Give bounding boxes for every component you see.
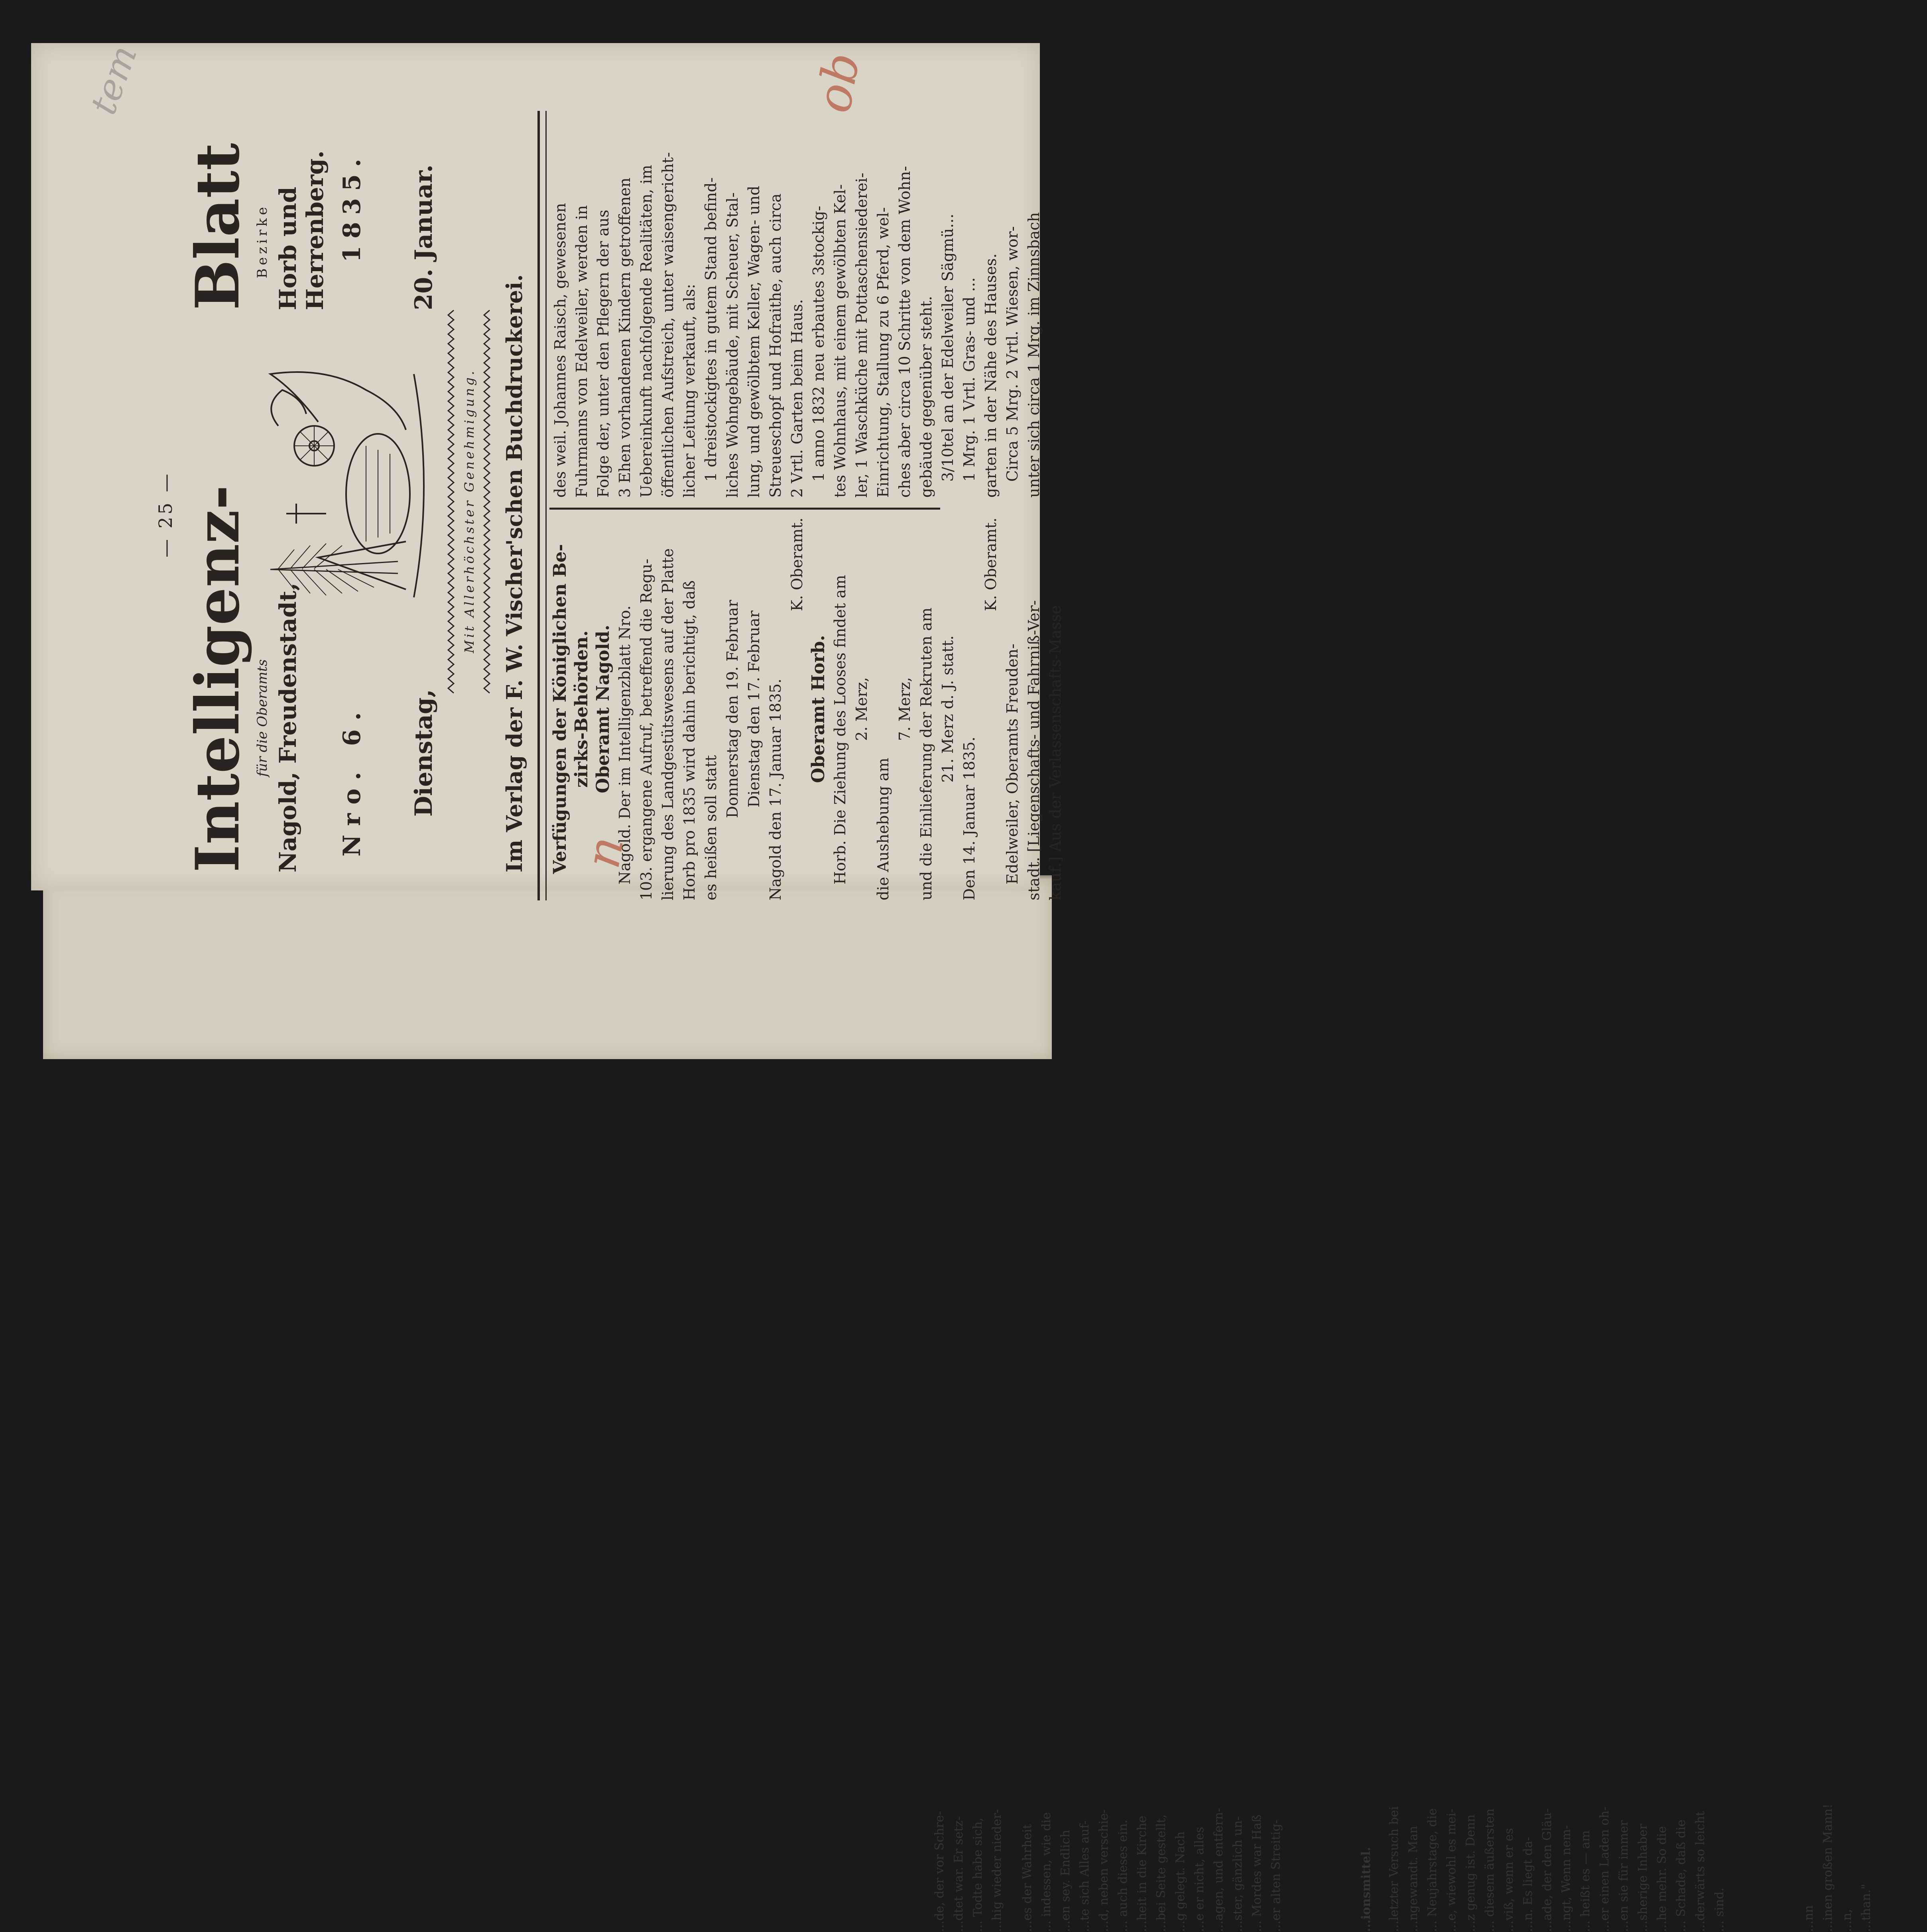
right_column-line: Streueschopf und Hofraithe, auch circa	[767, 193, 784, 498]
ornament-rule-top	[446, 310, 456, 693]
left_column-line: Donnerstag den 19. Februar	[724, 600, 741, 818]
permission-line: Mit Allerhöchster Genehmigung.	[462, 368, 477, 653]
right_column-line: unter sich circa 1 Mrg. im Zinnsbach	[1025, 212, 1043, 498]
facing-page-line: ...bei Seite gestellt,	[1154, 1814, 1168, 1932]
masthead-subtitle-left: für die Oberamts	[254, 659, 270, 777]
newspaper-page	[31, 40, 1064, 900]
facing-page-line: ...g gelegt. Nach	[1173, 1831, 1187, 1932]
red-annotation-top: ob	[806, 49, 871, 117]
right_column-line: liches Wohngebäude, mit Scheuer, Stal-	[724, 192, 741, 498]
facing-page-line: ...de, der vor Schre-	[933, 1811, 947, 1932]
right_column-line: Circa 5 Mrg. 2 Vrtl. Wiesen, wor-	[1004, 226, 1021, 482]
right_column-line: 1 Mrg. 1 Vrtl. Gras- und ...	[961, 277, 978, 482]
facing-page-line: ... diesem äußersten	[1483, 1808, 1497, 1932]
facing-page-line: ...nn	[1802, 1905, 1816, 1932]
right_column-line: licher Leitung verkauft, als:	[681, 284, 698, 498]
facing-page-line: ...derwärts so leicht	[1693, 1811, 1707, 1932]
left_column-line: Dienstag den 17. Februar	[745, 611, 763, 807]
facing-page-line: ...sherige Inhaber	[1636, 1824, 1650, 1932]
left_column-line: die Aushebung am	[874, 758, 892, 900]
left_column-line: stadt. [Liegenschafts- und Fahrniß-Ver-	[1025, 600, 1043, 900]
right_column-line: Uebereinkunft nachfolgende Realitäten, im	[638, 165, 655, 498]
left_column-line: und die Einlieferung der Rekruten am	[917, 607, 935, 900]
right_column-line: tes Wohnhaus, mit einem gewölbten Kel-	[831, 184, 849, 498]
right-column	[549, 115, 1045, 498]
facing-page-line: ...ngt, Wenn nem-	[1559, 1825, 1573, 1932]
facing-page-line: ...e, wiewohl es mei-	[1445, 1808, 1459, 1932]
issue-date: 20. Januar.	[410, 164, 438, 310]
facing-page-line: ...z genug ist. Denn	[1464, 1814, 1478, 1932]
issue-number: Nro. 6.	[338, 703, 366, 857]
masthead-towns-right: Horb und Herrenberg.	[274, 150, 329, 310]
left_column-line: lierung des Landgestütswesens auf der Platte	[659, 548, 677, 900]
facing-page-fragment	[930, 1809, 1007, 1932]
left_column-line: 21. Merz d. J. statt.	[939, 635, 957, 783]
facing-page-line: ... sind.	[1712, 1887, 1726, 1932]
right_column-line: gebäude gegenüber steht.	[917, 296, 935, 498]
left_column-line: zirks-Behörden.	[571, 630, 592, 788]
red-annotation-middle: n	[575, 832, 635, 872]
facing-page-line: ... auch dieses ein.	[1116, 1820, 1130, 1932]
facing-page-line: ...agen, und entfern-	[1212, 1808, 1226, 1932]
right_column-line: garten in der Nähe des Hauses.	[982, 253, 1000, 498]
left_column-line: Horb pro 1835 wird dahin berichtigt, daß	[681, 580, 698, 900]
facing-page-line: ...dtet war. Er setz-	[952, 1816, 966, 1932]
facing-page-heading: ...ionsmittel.	[1359, 1847, 1373, 1932]
facing-page-line: ...he mehr. So die	[1655, 1826, 1669, 1932]
right_column-line: lung, und gewölbtem Keller, Wagen- und	[745, 185, 763, 498]
facing-page-fragment	[1799, 1804, 1876, 1932]
left_column-line: Edelweiler, Oberamts Freuden-	[1004, 644, 1021, 884]
facing-page-line: ...hig wieder nieder-	[990, 1809, 1004, 1932]
facing-page-line: ... Schade, daß die	[1674, 1820, 1688, 1932]
facing-page-line: ...ade, der den Gläu-	[1540, 1808, 1554, 1932]
right_column-line: öffentlichen Aufstreich, unter waisengericht-	[659, 152, 677, 498]
right_column-line: Folge der, unter den Pflegern der aus	[594, 209, 612, 498]
facing-page-line: ...te sich Alles auf-	[1078, 1820, 1092, 1932]
facing-page-line: ...than."	[1859, 1884, 1873, 1932]
right_column-line: 3/10tel an der Edelweiler Sägmü...	[939, 213, 957, 482]
right_column-line: Fuhrmanns von Edelweiler, werden in	[573, 205, 591, 498]
left_column-line: Oberamt Horb.	[808, 635, 829, 783]
masthead-title-left: Intelligenz-	[183, 485, 253, 872]
facing-page-line: ...heit in die Kirche	[1135, 1816, 1149, 1932]
facing-page-line: ...e er nicht, alles	[1193, 1827, 1207, 1932]
facing-page-content	[930, 1757, 1927, 1932]
left_column-line: 2. Merz,	[853, 677, 870, 741]
right_column-line: des weil. Johannes Raisch, gewesenen	[551, 203, 569, 498]
right_column-line: 3 Ehen vorhandenen Kindern getroffenen	[616, 177, 634, 498]
issue-year: 1835.	[338, 152, 366, 262]
double-rule	[537, 111, 547, 900]
facing-page-line: ...en sey. Endlich	[1059, 1830, 1073, 1932]
pencil-annotation: tem	[82, 40, 146, 120]
facing-page-fragment	[1018, 1808, 1286, 1932]
facing-page-line: ... Neujahrstage, die	[1425, 1808, 1439, 1932]
right_column-line: 1 dreistockigtes in gutem Stand befind-	[702, 177, 720, 482]
facing-page-fragment	[1385, 1806, 1729, 1932]
right_column-line: Einrichtung, Stallung zu 6 Pferd, wel-	[874, 207, 892, 498]
woodcut-vignette-icon	[246, 358, 438, 613]
masthead-title-right: Blatt	[183, 143, 253, 310]
left_column-line: Verfügungen der Königlichen Be-	[550, 544, 570, 874]
column-divider	[549, 508, 940, 510]
facing-page-line: ...ngewandt. Man	[1406, 1826, 1420, 1932]
facing-page-line: ...er einen Laden oh-	[1598, 1806, 1612, 1932]
left_column-line: es heißen soll statt	[702, 755, 720, 900]
right_column-line: 1 anno 1832 neu erbautes 3stockig-	[810, 205, 827, 482]
left_column-line: 7. Merz,	[896, 677, 913, 741]
left_column-line: K. Oberamt.	[788, 518, 806, 611]
facing-page-line: ...ster, gänzlich un-	[1231, 1816, 1245, 1932]
facing-page	[43, 879, 1873, 1932]
ornament-rule-bottom	[482, 310, 492, 693]
left_column-line: Den 14. Januar 1835.	[961, 737, 978, 900]
issue-weekday: Dienstag,	[410, 689, 438, 817]
masthead-towns-left: Nagold, Freudenstadt,	[274, 583, 301, 872]
facing-page-line: ... Todte habe sich,	[971, 1818, 985, 1932]
facing-page-line: ... indessen, wie die	[1039, 1812, 1053, 1932]
left_column-line: Nagold den 17. Januar 1835.	[767, 678, 784, 900]
facing-page-line: ...viß, wenn er es	[1502, 1828, 1516, 1932]
facing-page-line: ... heißt es — am	[1579, 1830, 1592, 1932]
right_column-line: ler, 1 Waschküche mit Pottaschensiederei-	[853, 173, 870, 498]
left_column-line: Nagold. Der im Intelligenzblatt Nro.	[616, 605, 634, 884]
left_column-line: Oberamt Nagold.	[593, 624, 613, 794]
facing-page-line: ...d, neben verschie-	[1097, 1809, 1111, 1932]
publisher-line: Im Verlag der F. W. Vischer'schen Buchdruckerei.	[502, 274, 527, 872]
right_column-line: 2 Vrtl. Garten beim Haus.	[788, 299, 806, 498]
page-content-rotated	[155, 111, 1151, 900]
facing-page-line: ...en sie für immer	[1617, 1820, 1631, 1932]
left_column-line: kauf.] Aus der Verlassenschafts-Masse	[1047, 605, 1064, 900]
left_column-line: K. Oberamt.	[982, 518, 1000, 611]
masthead-subtitle-right: Bezirke	[254, 204, 270, 278]
right_column-line: ches aber circa 10 Schritte von dem Wohn-	[896, 166, 913, 498]
left_column-line: Horb. Die Ziehung des Looses findet am	[831, 575, 849, 884]
facing-page-line: ...n,	[1840, 1909, 1854, 1932]
facing-page-line: ...inen großen Mann!	[1821, 1804, 1835, 1932]
facing-page-line: ...letzter Versuch bei	[1387, 1806, 1401, 1932]
facing-page-line: ...es der Wahrheit	[1020, 1824, 1034, 1932]
facing-page-line: ... Mordes war Haß	[1250, 1814, 1264, 1932]
left_column-line: 103. ergangene Aufruf, betreffend die Regu-	[638, 558, 655, 900]
facing-page-line: ...er alten Streitig-	[1269, 1820, 1283, 1932]
page-number: — 25 —	[155, 471, 176, 557]
facing-page-line: ...n. Es liegt da-	[1521, 1837, 1535, 1932]
